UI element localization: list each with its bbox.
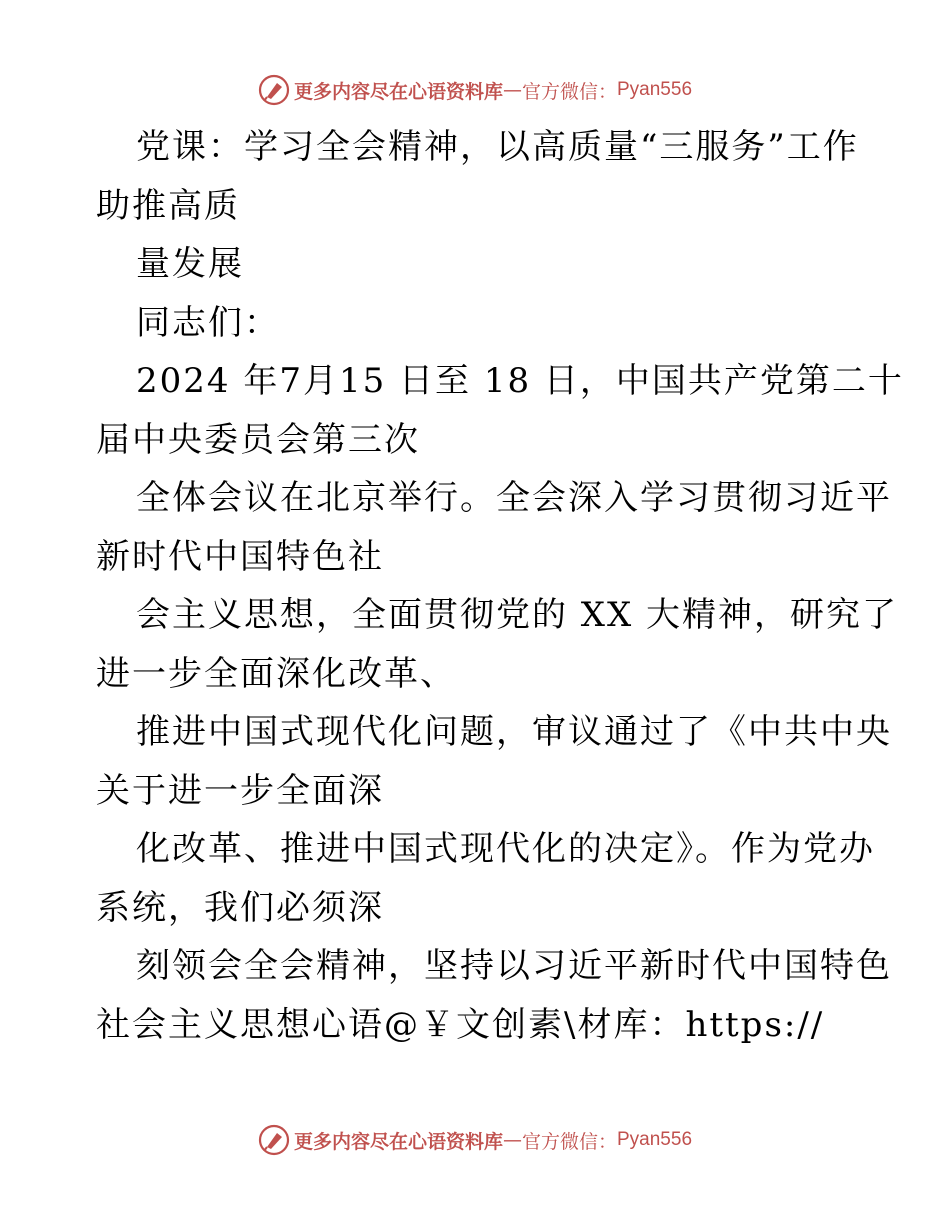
paragraph	[96, 937, 892, 1054]
paragraph	[96, 703, 892, 820]
paragraph-title-continued	[96, 235, 856, 294]
text-line: 社会主义思想心语@￥文创素\材库：https://	[96, 1004, 825, 1045]
text-line: 会主义思想，全面贯彻党的 XX 大精神，研究了	[136, 595, 899, 635]
footer-banner-wechat-label: 官方微信：	[521, 1130, 617, 1153]
text-line: 2024 年7月15 日至 18 日，中国共产党第二十	[136, 361, 904, 401]
paragraph	[96, 352, 904, 469]
header-banner-wechat-label: 官方微信：	[521, 80, 617, 103]
text-line: 量发展	[136, 244, 244, 284]
paragraph-title	[96, 118, 859, 235]
text-line: 党课：学习全会精神，以高质量“三服务”工作	[136, 127, 859, 167]
text-line: 新时代中国特色社	[96, 536, 384, 577]
text-line: 同志们：	[136, 302, 280, 343]
text-line: 刻领会全会精神，坚持以习近平新时代中国特色	[136, 946, 892, 986]
footer-banner-wechat-id: Pyan556	[617, 1129, 693, 1150]
document-body	[96, 118, 904, 1054]
text-line: 系统，我们必须深	[96, 887, 384, 928]
paragraph-salutation	[96, 294, 856, 353]
text-line: 关于进一步全面深	[96, 770, 384, 811]
header-banner-wechat-id: Pyan556	[617, 79, 693, 100]
text-line: 化改革、推进中国式现代化的决定》。作为党办	[136, 829, 875, 869]
pen-nib-logo-icon	[258, 1124, 290, 1156]
header-banner	[0, 72, 950, 108]
footer-banner	[0, 1122, 950, 1158]
text-line: 进一步全面深化改革、	[96, 653, 456, 694]
text-line: 推进中国式现代化问题，审议通过了《中共中央	[136, 712, 892, 752]
text-line: 届中央委员会第三次	[96, 419, 420, 460]
text-line: 助推高质	[96, 185, 240, 226]
paragraph	[96, 469, 892, 586]
pen-nib-logo-icon	[258, 74, 290, 106]
paragraph	[96, 586, 899, 703]
header-banner-title: 更多内容尽在心语资料库	[293, 80, 503, 103]
text-line: 全体会议在北京举行。全会深入学习贯彻习近平	[136, 478, 892, 518]
footer-banner-title: 更多内容尽在心语资料库	[293, 1130, 503, 1153]
paragraph	[96, 820, 875, 937]
footer-banner-separator: —	[502, 1129, 522, 1151]
header-banner-separator: —	[502, 79, 522, 101]
